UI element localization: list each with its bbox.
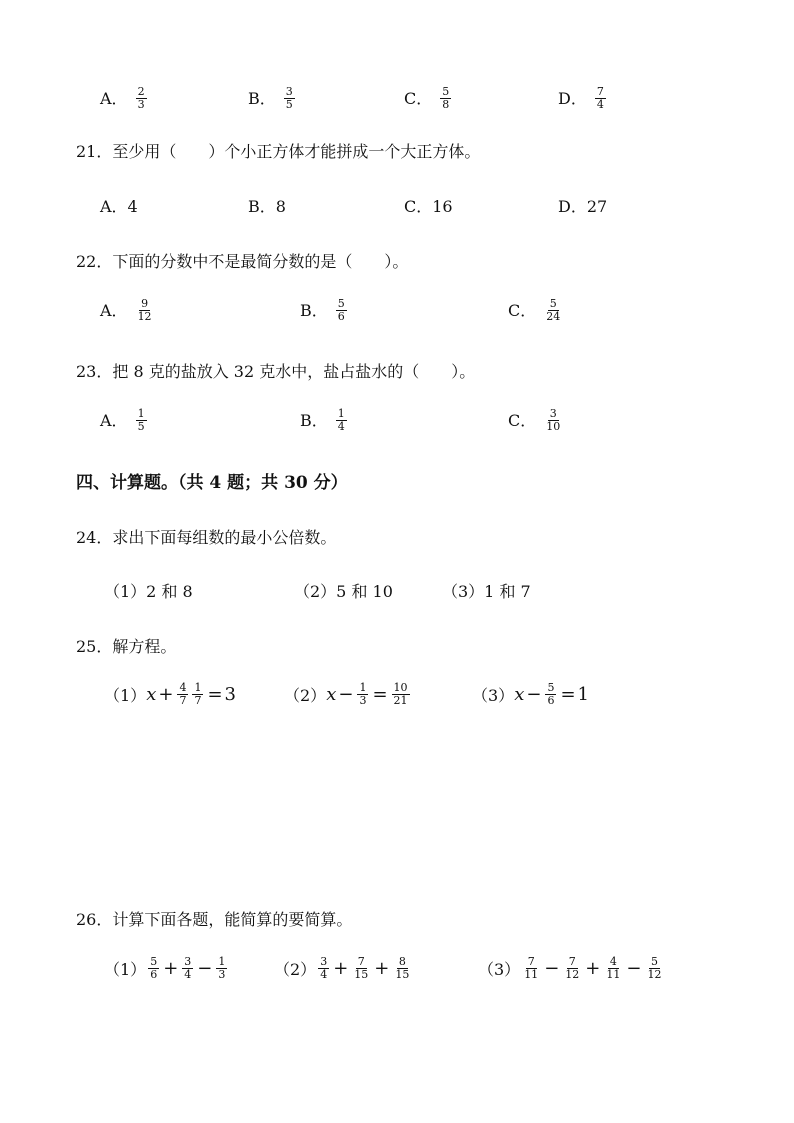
fraction: $\frac{1}{4}$ [337, 407, 345, 433]
section-title: 四、计算题。（共 4 题；共 30 分） [76, 473, 348, 493]
fraction: $\frac{4}{11}$ [606, 955, 621, 981]
fraction: $\frac{1}{7}$ [194, 681, 202, 707]
equation-2: （2） x − $\frac{1}{3}$ = $\frac{10}{21}$ [284, 681, 408, 707]
fraction: $\frac{9}{12}$ [137, 297, 152, 323]
fraction: $\frac{5}{6}$ [337, 297, 345, 323]
question-26: 26．计算下面各题，能简算的要简算。 [76, 910, 353, 929]
fraction: $\frac{2}{3}$ [137, 85, 145, 111]
fraction: $\frac{1}{5}$ [137, 407, 145, 433]
q22-option-a: A． $\frac{9}{12}$ [100, 297, 152, 323]
q23-option-a: A． $\frac{1}{5}$ [100, 407, 145, 433]
fraction: $\frac{3}{4}$ [184, 955, 192, 981]
question-25: 25．解方程。 [76, 637, 177, 656]
fraction: $\frac{7}{11}$ [524, 955, 539, 981]
q21-option-a: A．4 [100, 197, 138, 216]
equation-1: （1） x + $\frac{4}{7}$ $\frac{1}{7}$ = 3 [104, 681, 236, 707]
q20-option-c: C． $\frac{5}{8}$ [404, 85, 450, 111]
fraction: $\frac{7}{4}$ [596, 85, 604, 111]
question-24: 24．求出下面每组数的最小公倍数。 [76, 528, 337, 547]
q20-option-d: D． $\frac{7}{4}$ [558, 85, 604, 111]
fraction: $\frac{8}{15}$ [395, 955, 410, 981]
question-22: 22．下面的分数中不是最简分数的是（ ）。 [76, 252, 409, 271]
fraction: $\frac{1}{3}$ [359, 681, 367, 707]
expression-1: （1） $\frac{5}{6}$ + $\frac{3}{4}$ − $\frac{1}{3}$ [104, 955, 226, 981]
fraction: $\frac{10}{21}$ [393, 681, 408, 707]
question-21: 21．至少用（ ）个小正方体才能拼成一个大正方体。 [76, 142, 481, 161]
q22-option-c: C． $\frac{5}{24}$ [508, 297, 561, 323]
q21-option-c: C．16 [404, 197, 453, 216]
q24-item-3: （3）1 和 7 [442, 582, 531, 601]
q24-item-2: （2）5 和 10 [294, 582, 393, 601]
question-23: 23．把 8 克的盐放入 32 克水中，盐占盐水的（ ）。 [76, 362, 476, 381]
fraction: $\frac{4}{7}$ [179, 681, 187, 707]
expression-2: （2） $\frac{3}{4}$ + $\frac{7}{15}$ + $\frac{8}{15}$ [274, 955, 410, 981]
fraction: $\frac{5}{6}$ [150, 955, 158, 981]
q22-option-b: B． $\frac{5}{6}$ [300, 297, 345, 323]
q20-option-a: A． $\frac{2}{3}$ [100, 85, 145, 111]
fraction: $\frac{3}{5}$ [285, 85, 293, 111]
fraction: $\frac{5}{6}$ [547, 681, 555, 707]
fraction: $\frac{7}{12}$ [565, 955, 580, 981]
q21-option-d: D．27 [558, 197, 608, 216]
equation-3: （3） x − $\frac{5}{6}$ = 1 [472, 681, 589, 707]
fraction: $\frac{1}{3}$ [218, 955, 226, 981]
q20-option-b: B． $\frac{3}{5}$ [248, 85, 293, 111]
fraction: $\frac{5}{8}$ [442, 85, 450, 111]
q21-option-b: B．8 [248, 197, 286, 216]
fraction: $\frac{7}{15}$ [354, 955, 369, 981]
fraction: $\frac{3}{10}$ [546, 407, 561, 433]
expression-3: （3） $\frac{7}{11}$ − $\frac{7}{12}$ + $\frac{4}{11}$ − $\frac{5}{12}$ [478, 955, 662, 981]
q23-option-c: C． $\frac{3}{10}$ [508, 407, 561, 433]
fraction: $\frac{5}{12}$ [647, 955, 662, 981]
q23-option-b: B． $\frac{1}{4}$ [300, 407, 345, 433]
q24-item-1: （1）2 和 8 [104, 582, 193, 601]
fraction: $\frac{5}{24}$ [546, 297, 561, 323]
fraction: $\frac{3}{4}$ [320, 955, 328, 981]
